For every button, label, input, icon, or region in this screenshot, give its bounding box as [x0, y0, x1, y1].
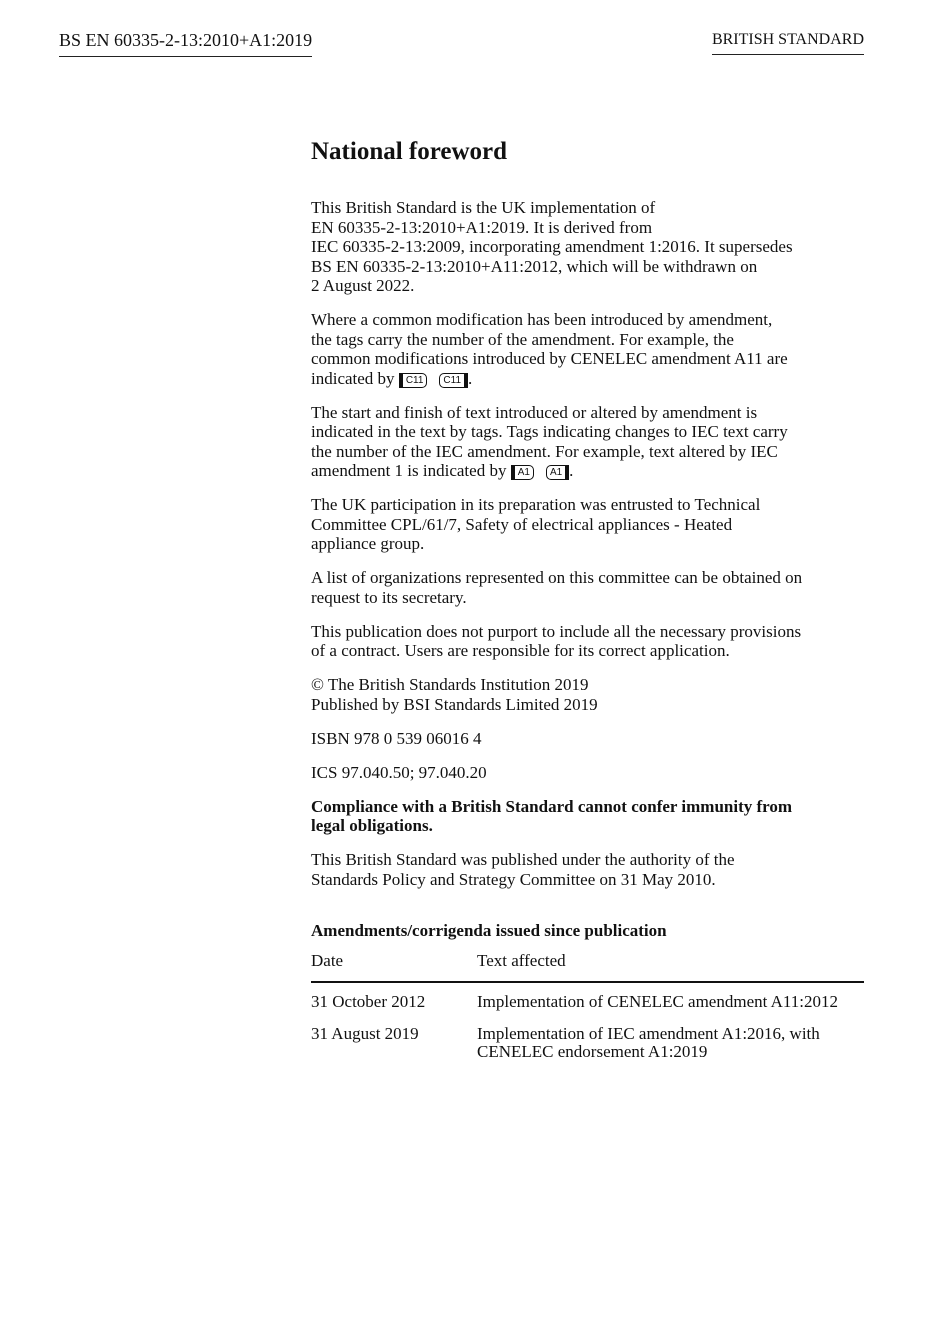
document-id-header: BS EN 60335-2-13:2010+A1:2019 — [59, 30, 312, 57]
paragraph-committee — [311, 495, 866, 554]
cell-text-affected — [477, 982, 864, 1019]
text-line: legal obligations. — [311, 816, 433, 835]
amendments-table — [311, 951, 864, 1069]
text-line: Implementation of IEC amendment A1:2016, with — [477, 1024, 820, 1043]
text-line: The start and finish of text introduced or altered by amendment is — [311, 402, 758, 422]
column-header-text-affected: Text affected — [477, 951, 864, 982]
text: . — [569, 461, 574, 480]
text-line: of a contract. Users are responsible for its correct application. — [311, 641, 730, 660]
text-line: indicated in the text by tags. Tags indicating changes to IEC text carry — [311, 422, 788, 441]
column-header-date: Date — [311, 951, 477, 982]
cell-date: 31 October 2012 — [311, 992, 426, 1011]
amendments-title: Amendments/corrigenda issued since publication — [311, 921, 667, 940]
text-line — [311, 369, 866, 389]
text-line: A list of organizations represented on this committee can be obtained on — [311, 568, 803, 587]
table-header-row — [311, 951, 864, 982]
cell-text-affected — [477, 1019, 864, 1069]
text-line: This publication does not purport to include all the necessary provisions — [311, 621, 802, 641]
text-line: This British Standard is the UK implementation of — [311, 198, 656, 217]
text-line: © The British Standards Institution 2019 — [311, 675, 589, 694]
text-line: Published by BSI Standards Limited 2019 — [311, 694, 598, 714]
text-line: EN 60335-2-13:2010+A1:2019. It is derived from — [311, 217, 653, 237]
cell-date: 31 August 2019 — [311, 1024, 419, 1043]
compliance-statement — [311, 797, 866, 836]
isbn: ISBN 978 0 539 06016 4 — [311, 728, 482, 748]
text-line: This British Standard was published under the authority of the — [311, 850, 735, 869]
ics: ICS 97.040.50; 97.040.20 — [311, 762, 487, 782]
tag-open-icon: C11 — [399, 373, 428, 388]
text-line: the tags carry the number of the amendment. For example, the — [311, 329, 734, 349]
text-line: BS EN 60335-2-13:2010+A11:2012, which will be withdrawn on — [311, 256, 758, 276]
tag-open-icon: A1 — [511, 465, 534, 480]
paragraph-common-modification — [311, 310, 866, 388]
page-title: National foreword — [311, 138, 508, 165]
paragraph-copyright — [311, 675, 866, 714]
paragraph-provisions — [311, 622, 866, 661]
standard-type-header: BRITISH STANDARD — [712, 31, 864, 55]
text: amendment 1 is indicated by — [311, 461, 507, 480]
text-line: Implementation of CENELEC amendment A11:2012 — [477, 992, 839, 1011]
paragraph-organizations — [311, 568, 866, 607]
tag-close-icon: A1 — [546, 465, 569, 480]
table-row — [311, 1019, 864, 1069]
paragraph-implementation — [311, 198, 866, 296]
national-foreword — [311, 138, 866, 1069]
text-line: Where a common modification has been introduced by amendment, — [311, 310, 773, 329]
text-line: 2 August 2022. — [311, 276, 415, 295]
text-line — [311, 461, 866, 481]
text: . — [468, 368, 473, 388]
text-line: Standards Policy and Strategy Committee on 31 May 2010. — [311, 869, 716, 889]
text-line: CENELEC endorsement A1:2019 — [477, 1042, 708, 1061]
paragraph-tags — [311, 403, 866, 481]
text: indicated by — [311, 368, 395, 388]
tag-close-icon: C11 — [439, 373, 468, 388]
paragraph-authority — [311, 850, 866, 889]
text-line: the number of the IEC amendment. For example, text altered by IEC — [311, 441, 778, 461]
text-line: The UK participation in its preparation was entrusted to Technical — [311, 495, 761, 514]
text-line: appliance group. — [311, 534, 425, 553]
text-line: Compliance with a British Standard cannot confer immunity from — [311, 796, 793, 816]
text-line: request to its secretary. — [311, 587, 467, 607]
table-row — [311, 982, 864, 1019]
text-line: common modifications introduced by CENELEC amendment A11 are — [311, 349, 788, 368]
text-line: Committee CPL/61/7, Safety of electrical appliances - Heated — [311, 514, 733, 534]
text-line: IEC 60335-2-13:2009, incorporating amendment 1:2016. It supersedes — [311, 237, 793, 256]
